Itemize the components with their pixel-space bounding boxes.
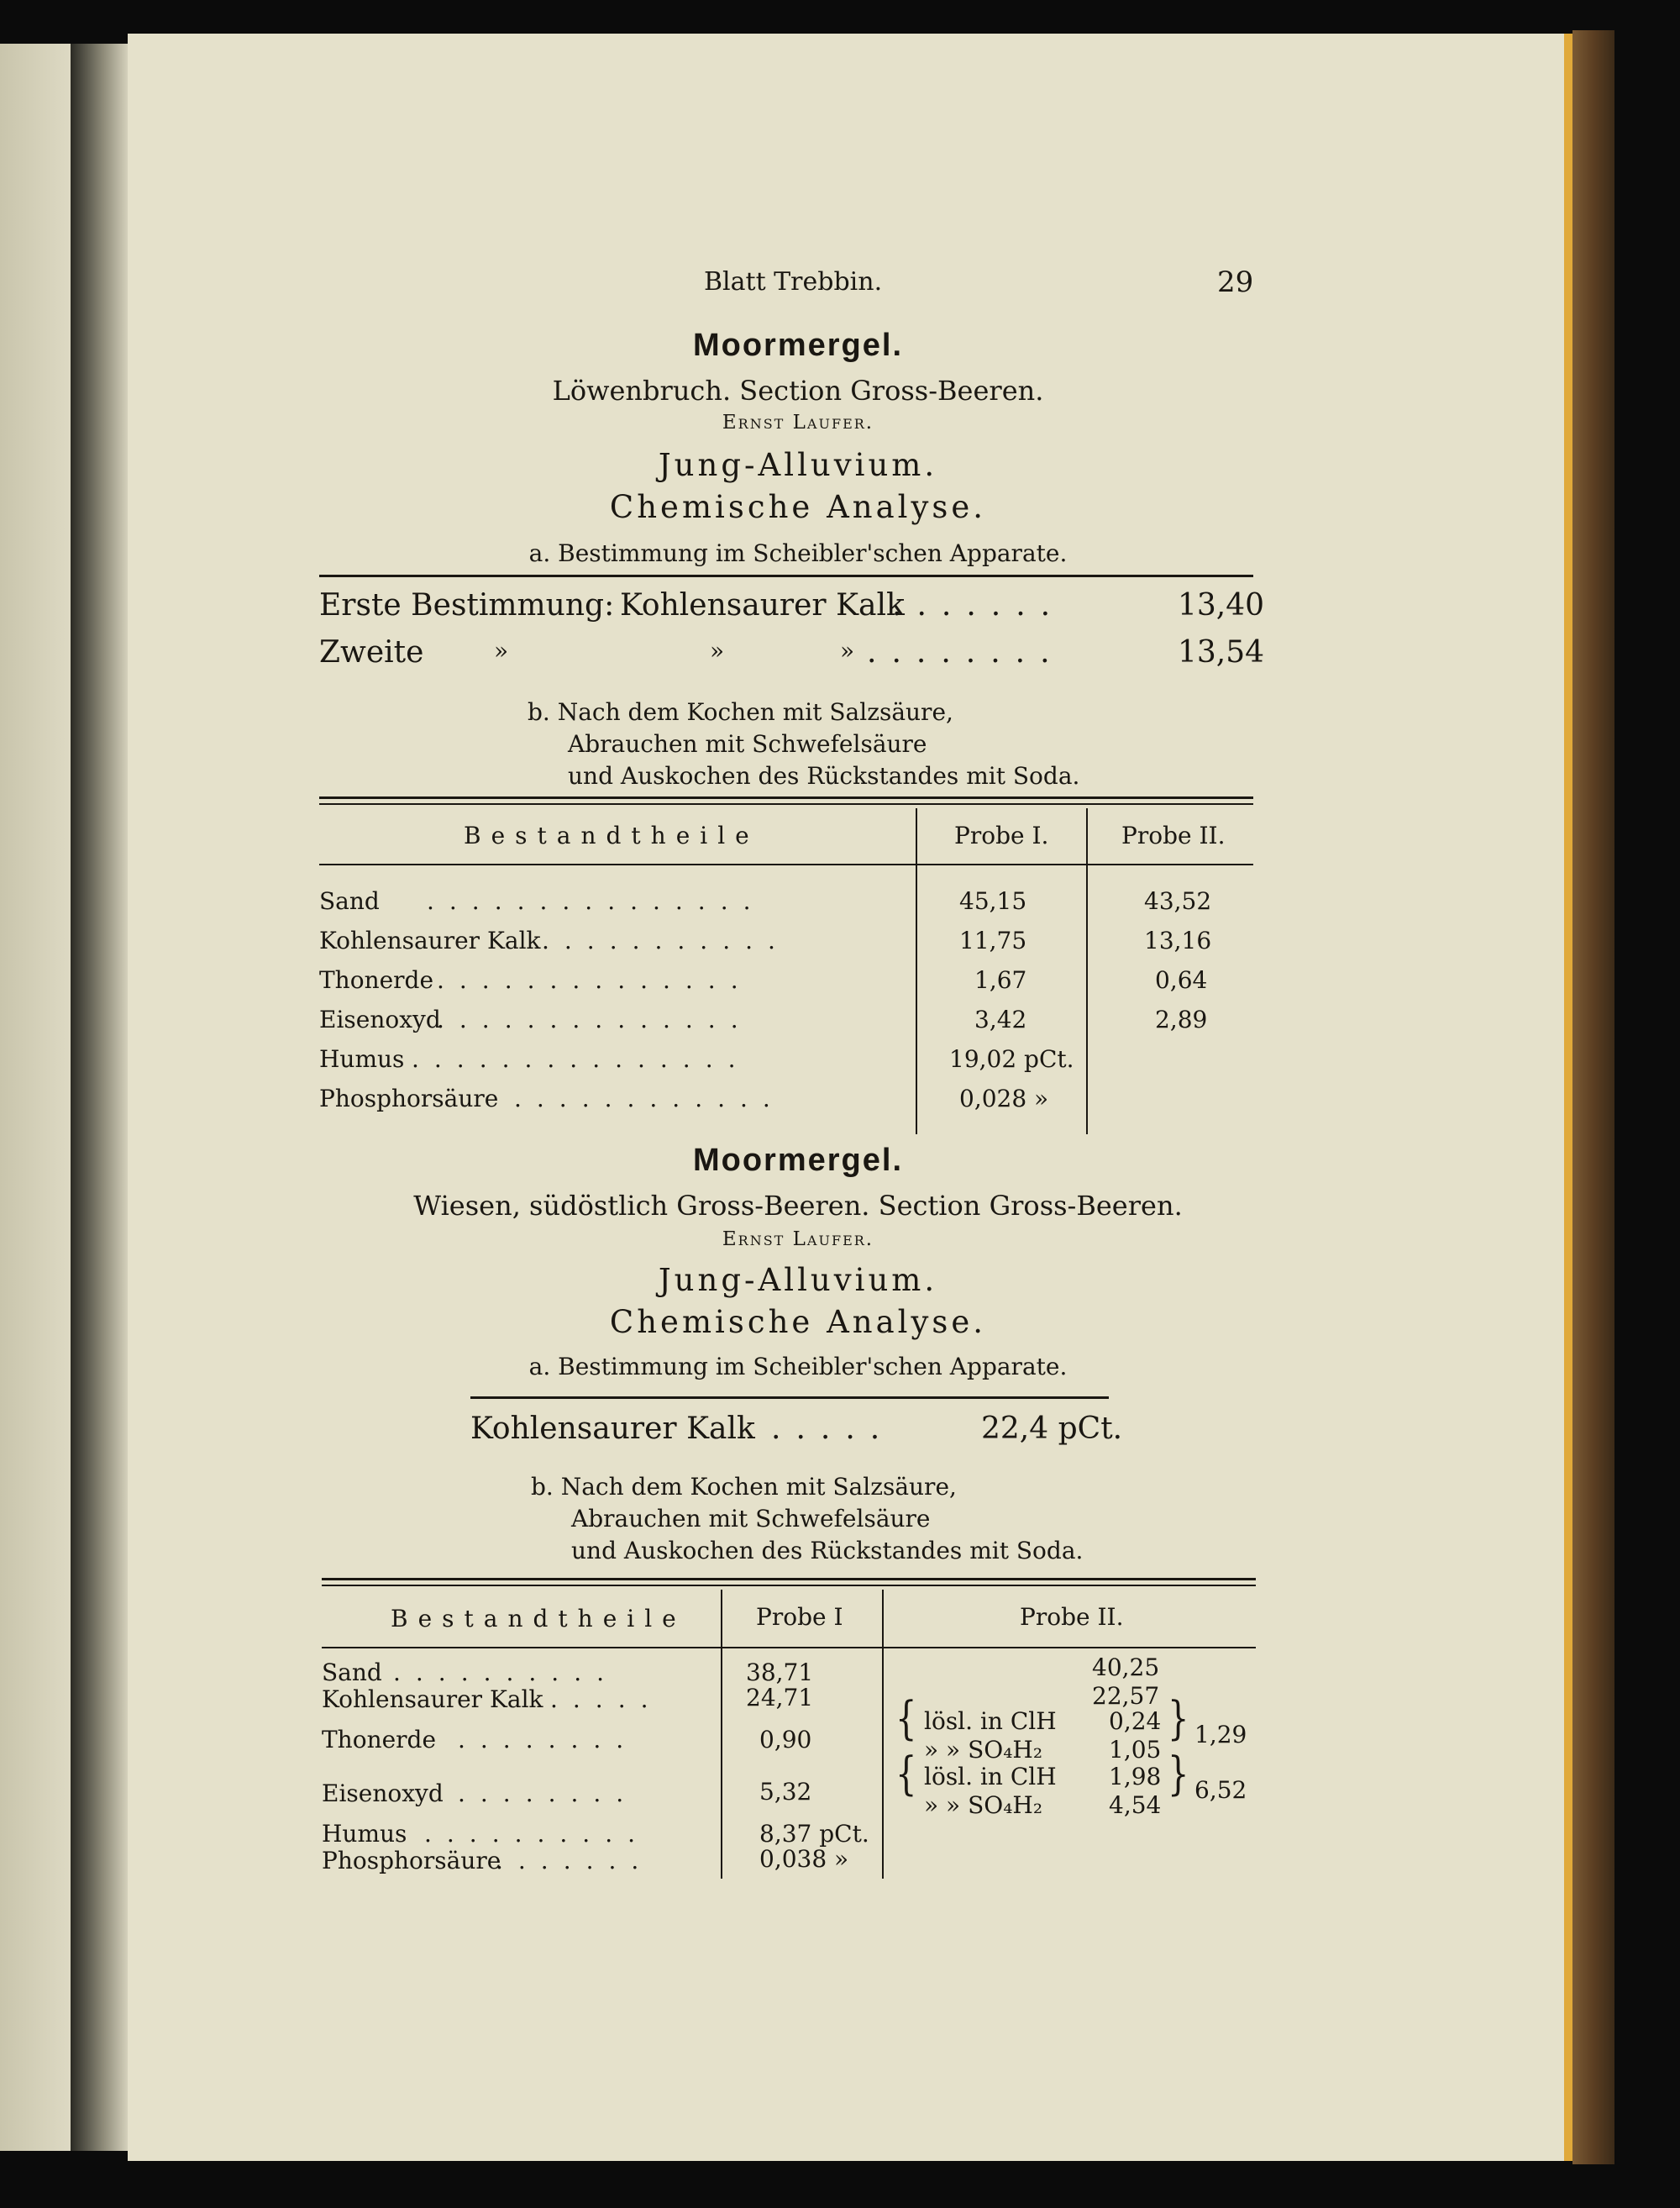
row-label: Kohlensaurer Kalk <box>319 927 541 954</box>
section2-part-b-line3: und Auskochen des Rückstandes mit Soda. <box>571 1537 1084 1564</box>
probe1-value: 5,32 <box>759 1778 812 1806</box>
probe1-value: 45,15 <box>959 887 1027 915</box>
probe1-value: 0,90 <box>759 1726 812 1753</box>
row-label: Kohlensaurer Kalk <box>322 1685 543 1713</box>
right-brace: } <box>1168 1748 1189 1801</box>
table2-rule-double-a <box>322 1578 1256 1580</box>
dot-leader: ........ <box>458 1726 639 1753</box>
second-determination-label: Zweite <box>319 635 424 670</box>
thonerde-line2-value: 1,05 <box>1109 1736 1162 1764</box>
table1-col-divider-1 <box>916 808 917 1134</box>
section2-part-a: a. Bestimmung im Scheibler'schen Apparate. <box>528 1353 1068 1380</box>
dot-leader: ........ <box>458 1780 639 1807</box>
row-label: Eisenoxyd <box>322 1780 444 1807</box>
section1-part-a: a. Bestimmung im Scheibler'schen Apparate. <box>528 539 1068 567</box>
probe2-value: 2,89 <box>1155 1006 1208 1033</box>
probe1-value: 19,02 pCt. <box>949 1045 1074 1073</box>
probe2-value: 40,25 <box>1092 1653 1160 1681</box>
first-determination-label: Erste Bestimmung: <box>319 588 615 623</box>
section2-analysis-title: Chemische Analyse. <box>609 1304 987 1340</box>
row-label: Phosphorsäure <box>322 1847 501 1874</box>
first-determination-item: Kohlensaurer Kalk <box>620 588 905 623</box>
section1-title: Moormergel. <box>692 328 904 363</box>
table2-header-bestandtheile: Bestandtheile <box>391 1605 686 1632</box>
section2-rule-top <box>470 1396 1109 1399</box>
ditto-mark: » <box>494 637 509 665</box>
dot-leader: ........ <box>867 635 1065 670</box>
probe2-value: 0,64 <box>1155 966 1208 994</box>
row-label: Sand <box>322 1659 382 1686</box>
section2-part-b-line2: Abrauchen mit Schwefelsäure <box>571 1505 931 1532</box>
row-label: Humus <box>322 1820 407 1848</box>
thonerde-total: 1,29 <box>1194 1721 1247 1748</box>
table1-col-divider-2 <box>1086 808 1088 1134</box>
dot-leader: ............... <box>412 1045 751 1073</box>
section1-author: Ernst Laufer. <box>722 412 874 434</box>
table2-header-probe2: Probe II. <box>1020 1603 1124 1631</box>
table2-header-rule <box>322 1647 1256 1648</box>
section1-part-b-line1: b. Nach dem Kochen mit Salzsäure, <box>528 698 953 726</box>
section1-analysis-title: Chemische Analyse. <box>609 489 987 525</box>
row-label: Humus <box>319 1045 405 1073</box>
probe1-value: 0,038 » <box>759 1845 849 1873</box>
dot-leader: .............. <box>437 966 753 994</box>
dot-leader: .............. <box>437 1006 753 1033</box>
eisenoxyd-line2-value: 4,54 <box>1109 1791 1162 1819</box>
probe1-value: 0,028 » <box>959 1085 1049 1112</box>
section2-formation: Jung-Alluvium. <box>658 1262 938 1298</box>
section1-part-b-line2: Abrauchen mit Schwefelsäure <box>568 730 927 758</box>
thonerde-line2-label: » » SO₄H₂ <box>924 1736 1043 1764</box>
table2-col-divider-2 <box>882 1590 884 1879</box>
probe1-value: 38,71 <box>746 1659 814 1686</box>
table1-rule-double-b <box>319 803 1253 805</box>
table1-header-probe1: Probe I. <box>954 822 1049 849</box>
first-determination-value: 13,40 <box>1178 588 1265 623</box>
row-label: Thonerde <box>322 1726 437 1753</box>
kalk-label: Kohlensaurer Kalk <box>470 1412 755 1446</box>
table1-header-rule <box>319 864 1253 865</box>
table2-col-divider-1 <box>721 1590 722 1879</box>
table2-header-probe1: Probe I <box>756 1603 843 1631</box>
table1-header-probe2: Probe II. <box>1121 822 1226 849</box>
ditto-mark: » <box>710 637 725 665</box>
section2-part-b-line1: b. Nach dem Kochen mit Salzsäure, <box>531 1473 957 1501</box>
section2-title: Moormergel. <box>692 1143 904 1178</box>
section1-part-b-line3: und Auskochen des Rückstandes mit Soda. <box>568 762 1080 790</box>
probe1-value: 3,42 <box>974 1006 1027 1033</box>
right-brace: } <box>1168 1692 1189 1746</box>
eisenoxyd-line2-label: » » SO₄H₂ <box>924 1791 1043 1819</box>
dot-leader: ............... <box>427 887 766 915</box>
section2-author: Ernst Laufer. <box>722 1228 874 1250</box>
probe1-value: 24,71 <box>746 1684 814 1711</box>
row-label: Phosphorsäure <box>319 1085 499 1112</box>
running-header: Blatt Trebbin. <box>704 267 883 297</box>
kalk-value: 22,4 pCt. <box>981 1412 1123 1446</box>
book-gutter <box>71 44 129 2151</box>
row-label: Sand <box>319 887 380 915</box>
left-brace: { <box>895 1692 917 1746</box>
table2-rule-double-b <box>322 1585 1256 1586</box>
thonerde-line1-value: 0,24 <box>1109 1707 1162 1735</box>
probe1-value: 1,67 <box>974 966 1027 994</box>
probe2-value: 43,52 <box>1144 887 1212 915</box>
dot-leader: ....... <box>496 1847 654 1874</box>
section1-location: Löwenbruch. Section Gross-Beeren. <box>552 375 1044 407</box>
dot-leader: ....... <box>892 588 1066 623</box>
table1-rule-double-a <box>319 796 1253 799</box>
row-label: Eisenoxyd <box>319 1006 441 1033</box>
dot-leader: ........... <box>542 927 790 954</box>
eisenoxyd-line1-value: 1,98 <box>1109 1763 1162 1790</box>
dot-leader: ..... <box>550 1685 664 1713</box>
probe2-value: 22,57 <box>1092 1682 1160 1710</box>
page-number: 29 <box>1217 265 1254 299</box>
dot-leader: .......... <box>424 1820 651 1848</box>
left-brace: { <box>895 1748 917 1801</box>
ditto-mark: » <box>840 637 855 665</box>
page-edge <box>1564 34 1572 2161</box>
row-label: Thonerde <box>319 966 434 994</box>
dot-leader: ..... <box>771 1412 895 1446</box>
section1-rule-top <box>319 575 1253 577</box>
section2-location: Wiesen, südöstlich Gross-Beeren. Section Gross-Beeren. <box>413 1190 1183 1222</box>
book-cover-edge <box>1572 30 1614 2164</box>
section1-formation: Jung-Alluvium. <box>658 447 938 483</box>
second-determination-value: 13,54 <box>1178 635 1265 670</box>
probe1-value: 11,75 <box>959 927 1027 954</box>
table1-header-bestandtheile: Bestandtheile <box>464 822 759 849</box>
thonerde-line1-label: lösl. in ClH <box>924 1707 1057 1735</box>
probe1-value: 8,37 pCt. <box>759 1820 869 1848</box>
probe2-value: 13,16 <box>1144 927 1212 954</box>
dot-leader: .......... <box>393 1659 620 1686</box>
eisenoxyd-total: 6,52 <box>1194 1776 1247 1804</box>
dot-leader: ............ <box>514 1085 785 1112</box>
eisenoxyd-line1-label: lösl. in ClH <box>924 1763 1057 1790</box>
